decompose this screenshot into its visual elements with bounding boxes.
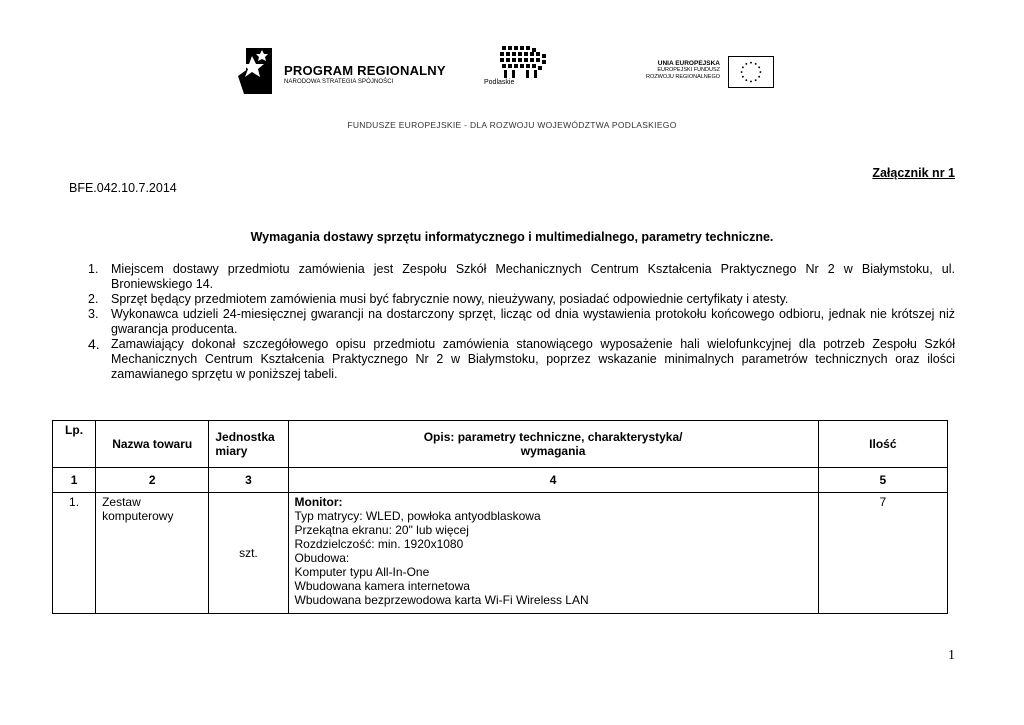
requirement-item bbox=[88, 292, 955, 307]
requirement-text: Zamawiający dokonał szczegółowego opisu przedmiotu zamówienia stanowiącego wyposażenie hali wielofunkcyjnej dla potrzeb Zespołu Szkół Mechanicznych Centrum Kształcenia Praktycznego Nr 2 w Białymstoku, poprzez wskazanie minimalnych parametrów technicznych oraz ilości zamawianego sprzętu w poniższej tabeli. bbox=[111, 337, 955, 381]
header-description-line1: Opis: parametry techniczne, charakterystyka/ bbox=[423, 430, 683, 444]
document-reference: BFE.042.10.7.2014 bbox=[69, 181, 177, 195]
row-description bbox=[288, 493, 818, 614]
requirement-number: 3. bbox=[88, 307, 99, 321]
podlaskie-logo bbox=[484, 44, 556, 92]
desc-line: Typ matrycy: WLED, powłoka antyodblaskowa bbox=[294, 509, 541, 523]
desc-line: Przekątna ekranu: 20" lub więcej bbox=[294, 523, 469, 537]
row-name-line1: Zestaw bbox=[102, 495, 141, 509]
requirement-text: Miejscem dostawy przedmiotu zamówienia jest Zespołu Szkół Mechanicznych Centrum Kształcenia Praktycznego Nr 2 w Białymstoku, ul. Broniewskiego 14. bbox=[111, 262, 955, 291]
table-index-row bbox=[53, 468, 948, 493]
header-tagline: FUNDUSZE EUROPEJSKIE - DLA ROZWOJU WOJEWÓDZTWA PODLASKIEGO bbox=[347, 120, 677, 130]
desc-line: Wbudowana kamera internetowa bbox=[294, 579, 470, 593]
header-lp: Lp. bbox=[53, 421, 96, 468]
eu-logo-line2: EUROPEJSKI FUNDUSZ bbox=[657, 67, 720, 73]
index-cell: 2 bbox=[96, 468, 209, 493]
specification-table bbox=[52, 420, 948, 614]
program-regionalny-logo bbox=[238, 46, 446, 98]
podlaskie-logo-label: Podlaskie bbox=[484, 79, 515, 86]
podlaskie-bison-logo-icon bbox=[498, 44, 548, 80]
header-name: Nazwa towaru bbox=[96, 421, 209, 468]
requirement-number: 2. bbox=[88, 292, 99, 306]
index-cell: 1 bbox=[53, 468, 96, 493]
program-regionalny-logo-icon bbox=[238, 46, 274, 96]
row-quantity: 7 bbox=[818, 493, 947, 614]
requirement-text: Wykonawca udzieli 24-miesięcznej gwarancji na dostarczony sprzęt, licząc od dnia wystawienia protokołu końcowego odbioru, jednak nie krótszej niż gwarancja producenta. bbox=[111, 307, 955, 336]
eu-logo-line1: UNIA EUROPEJSKA bbox=[657, 60, 720, 67]
requirements-list bbox=[88, 262, 955, 382]
header-unit-line1: Jednostka bbox=[215, 430, 275, 444]
header-description-line2: wymagania bbox=[520, 444, 586, 458]
row-name bbox=[96, 493, 209, 614]
index-cell: 3 bbox=[209, 468, 288, 493]
eu-flag-icon bbox=[728, 56, 774, 88]
program-logo-title: PROGRAM REGIONALNY bbox=[284, 63, 446, 78]
index-cell: 5 bbox=[818, 468, 947, 493]
document-title: Wymagania dostawy sprzętu informatycznego i multimedialnego, parametry techniczne. bbox=[250, 230, 774, 244]
desc-line: Monitor: bbox=[294, 495, 343, 509]
row-name-line2: komputerowy bbox=[102, 509, 174, 523]
row-unit: szt. bbox=[209, 493, 288, 614]
desc-line: Obudowa: bbox=[294, 551, 350, 565]
attachment-label: Załącznik nr 1 bbox=[872, 166, 955, 180]
row-lp: 1. bbox=[53, 493, 96, 614]
header-unit bbox=[209, 421, 288, 468]
requirement-item bbox=[88, 307, 955, 337]
requirement-number: 1. bbox=[88, 262, 99, 276]
page-number: 1 bbox=[948, 648, 955, 663]
eu-logo-text bbox=[646, 60, 720, 81]
eu-logo bbox=[640, 56, 780, 92]
table-header-row bbox=[53, 421, 948, 468]
program-logo-subtitle: NARODOWA STRATEGIA SPÓJNOŚCI bbox=[284, 79, 394, 85]
eu-logo-line3: ROZWOJU REGIONALNEGO bbox=[646, 74, 720, 80]
requirement-item bbox=[88, 337, 955, 382]
desc-line: Wbudowana bezprzewodowa karta Wi-Fi Wireless LAN bbox=[294, 593, 589, 607]
index-cell: 4 bbox=[288, 468, 818, 493]
requirement-text: Sprzęt będący przedmiotem zamówienia musi być fabrycznie nowy, nieużywany, posiadać odpowiednie certyfikaty i atesty. bbox=[111, 292, 789, 306]
requirement-number: 4. bbox=[88, 336, 100, 352]
requirement-item bbox=[88, 262, 955, 292]
table-row bbox=[53, 493, 948, 614]
header-quantity: Ilość bbox=[818, 421, 947, 468]
desc-line: Rozdzielczość: min. 1920x1080 bbox=[294, 537, 464, 551]
header-unit-line2: miary bbox=[215, 444, 248, 458]
header-description bbox=[288, 421, 818, 468]
desc-line: Komputer typu All-In-One bbox=[294, 565, 430, 579]
